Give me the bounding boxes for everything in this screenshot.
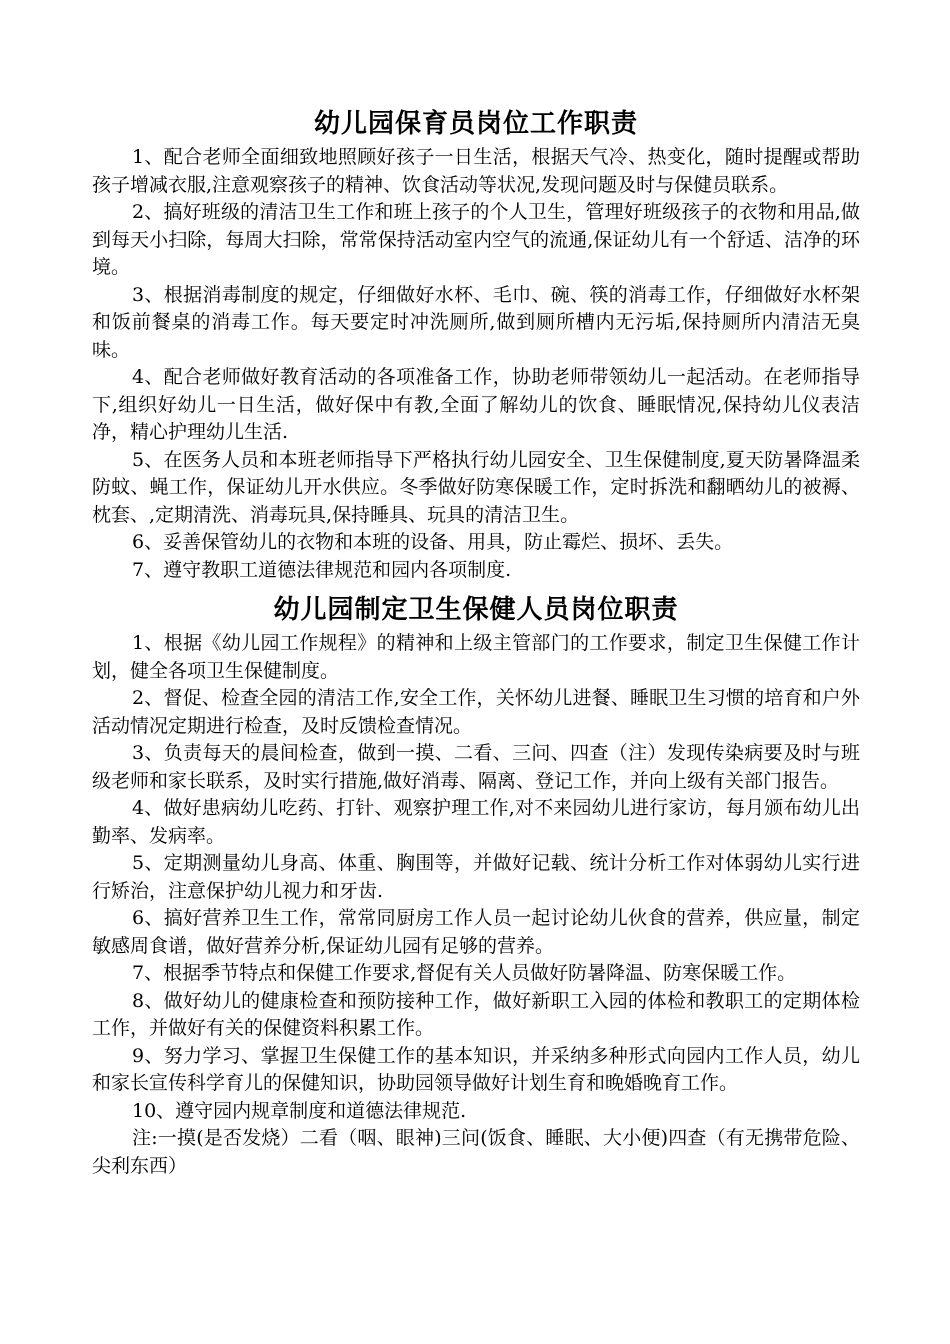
- section-2-paragraph-1: 1、根据《幼儿园工作规程》的精神和上级主管部门的工作要求，制定卫生保健工作计划，健全各项卫生保健制度。: [92, 632, 860, 682]
- section-2-paragraph-8: 8、做好幼儿的健康检查和预防接种工作，做好新职工入园的体检和教职工的定期体检工作，并做好有关的保健资料积累工作。: [92, 989, 860, 1039]
- section-1-paragraph-5: 5、在医务人员和本班老师指导下严格执行幼儿园安全、卫生保健制度,夏天防暑降温柔防蚊、蝇工作，保证幼儿开水供应。冬季做好防寒保暖工作，定时拆洗和翻晒幼儿的被褥、枕套、,定期清洗、消毒玩具,保持睡具、玩具的清洁卫生。: [92, 448, 860, 526]
- document-page: [92, 104, 860, 1180]
- section-2-note: 注:一摸(是否发烧）二看（咽、眼神)三问(饭食、睡眠、大小便)四查（有无携带危险、尖利东西）: [92, 1127, 860, 1177]
- section-2-body: [92, 630, 860, 1180]
- section-1-title: 幼儿园保育员岗位工作职责: [313, 109, 638, 139]
- section-2-paragraph-2: 2、督促、检查全园的清洁工作,安全工作，关怀幼儿进餐、睡眠卫生习惯的培育和户外活动情况定期进行检查，及时反馈检查情况。: [92, 687, 860, 737]
- section-2-paragraph-4: 4、做好患病幼儿吃药、打针、观察护理工作,对不来园幼儿进行家访，每月颁布幼儿出勤率、发病率。: [92, 797, 860, 847]
- section-2-paragraph-5: 5、定期测量幼儿身高、体重、胸围等，并做好记载、统计分析工作对体弱幼儿实行进行矫治，注意保护幼儿视力和牙齿.: [92, 852, 860, 902]
- section-1-paragraph-4: 4、配合老师做好教育活动的各项准备工作，协助老师带领幼儿一起活动。在老师指导下,组织好幼儿一日生活，做好保中有教,全面了解幼儿的饮食、睡眠情况,保持幼儿仪表洁净，精心护理幼儿生活.: [92, 366, 860, 443]
- section-2-paragraph-10: 10、遵守园内规章制度和道德法律规范.: [132, 1099, 467, 1122]
- section-1-paragraph-3: 3、根据消毒制度的规定，仔细做好水杯、毛巾、碗、筷的消毒工作，仔细做好水杯架和饭前餐桌的消毒工作。每天要定时冲洗厕所,做到厕所槽内无污垢,保持厕所内清洁无臭味。: [92, 283, 860, 361]
- section-2-paragraph-3: 3、负责每天的晨间检查，做到一摸、二看、三问、四查（注）发现传染病要及时与班级老师和家长联系，及时实行措施,做好消毒、隔离、登记工作，并向上级有关部门报告。: [92, 742, 860, 792]
- section-1-body: [92, 144, 860, 584]
- section-1-paragraph-2: 2、搞好班级的清洁卫生工作和班上孩子的个人卫生，管理好班级孩子的衣物和用品,做到每天小扫除，每周大扫除，常常保持活动室内空气的流通,保证幼儿有一个舒适、洁净的环境。: [92, 201, 860, 278]
- section-1-paragraph-7: 7、遵守教职工道德法律规范和园内各项制度.: [132, 558, 512, 581]
- section-1-paragraph-1: 1、配合老师全面细致地照顾好孩子一日生活，根据天气冷、热变化，随时提醒或帮助孩子增减衣服,注意观察孩子的精神、饮食活动等状况,发现问题及时与保健员联系。: [92, 146, 860, 196]
- section-2-paragraph-9: 9、努力学习、掌握卫生保健工作的基本知识，并采纳多种形式向园内工作人员，幼儿和家长宣传科学育儿的保健知识，协助园领导做好计划生育和晚婚晚育工作。: [92, 1044, 860, 1094]
- section-2-paragraph-6: 6、搞好营养卫生工作，常常同厨房工作人员一起讨论幼儿伙食的营养，供应量，制定敏感周食谱，做好营养分析,保证幼儿园有足够的营养。: [92, 907, 860, 957]
- section-1-paragraph-6: 6、妥善保管幼儿的衣物和本班的设备、用具，防止霉烂、损坏、丢失。: [132, 531, 734, 553]
- section-2-paragraph-7: 7、根据季节特点和保健工作要求,督促有关人员做好防暑降温、防寒保暖工作。: [132, 962, 797, 984]
- section-2-title: 幼儿园制定卫生保健人员岗位职责: [273, 595, 679, 625]
